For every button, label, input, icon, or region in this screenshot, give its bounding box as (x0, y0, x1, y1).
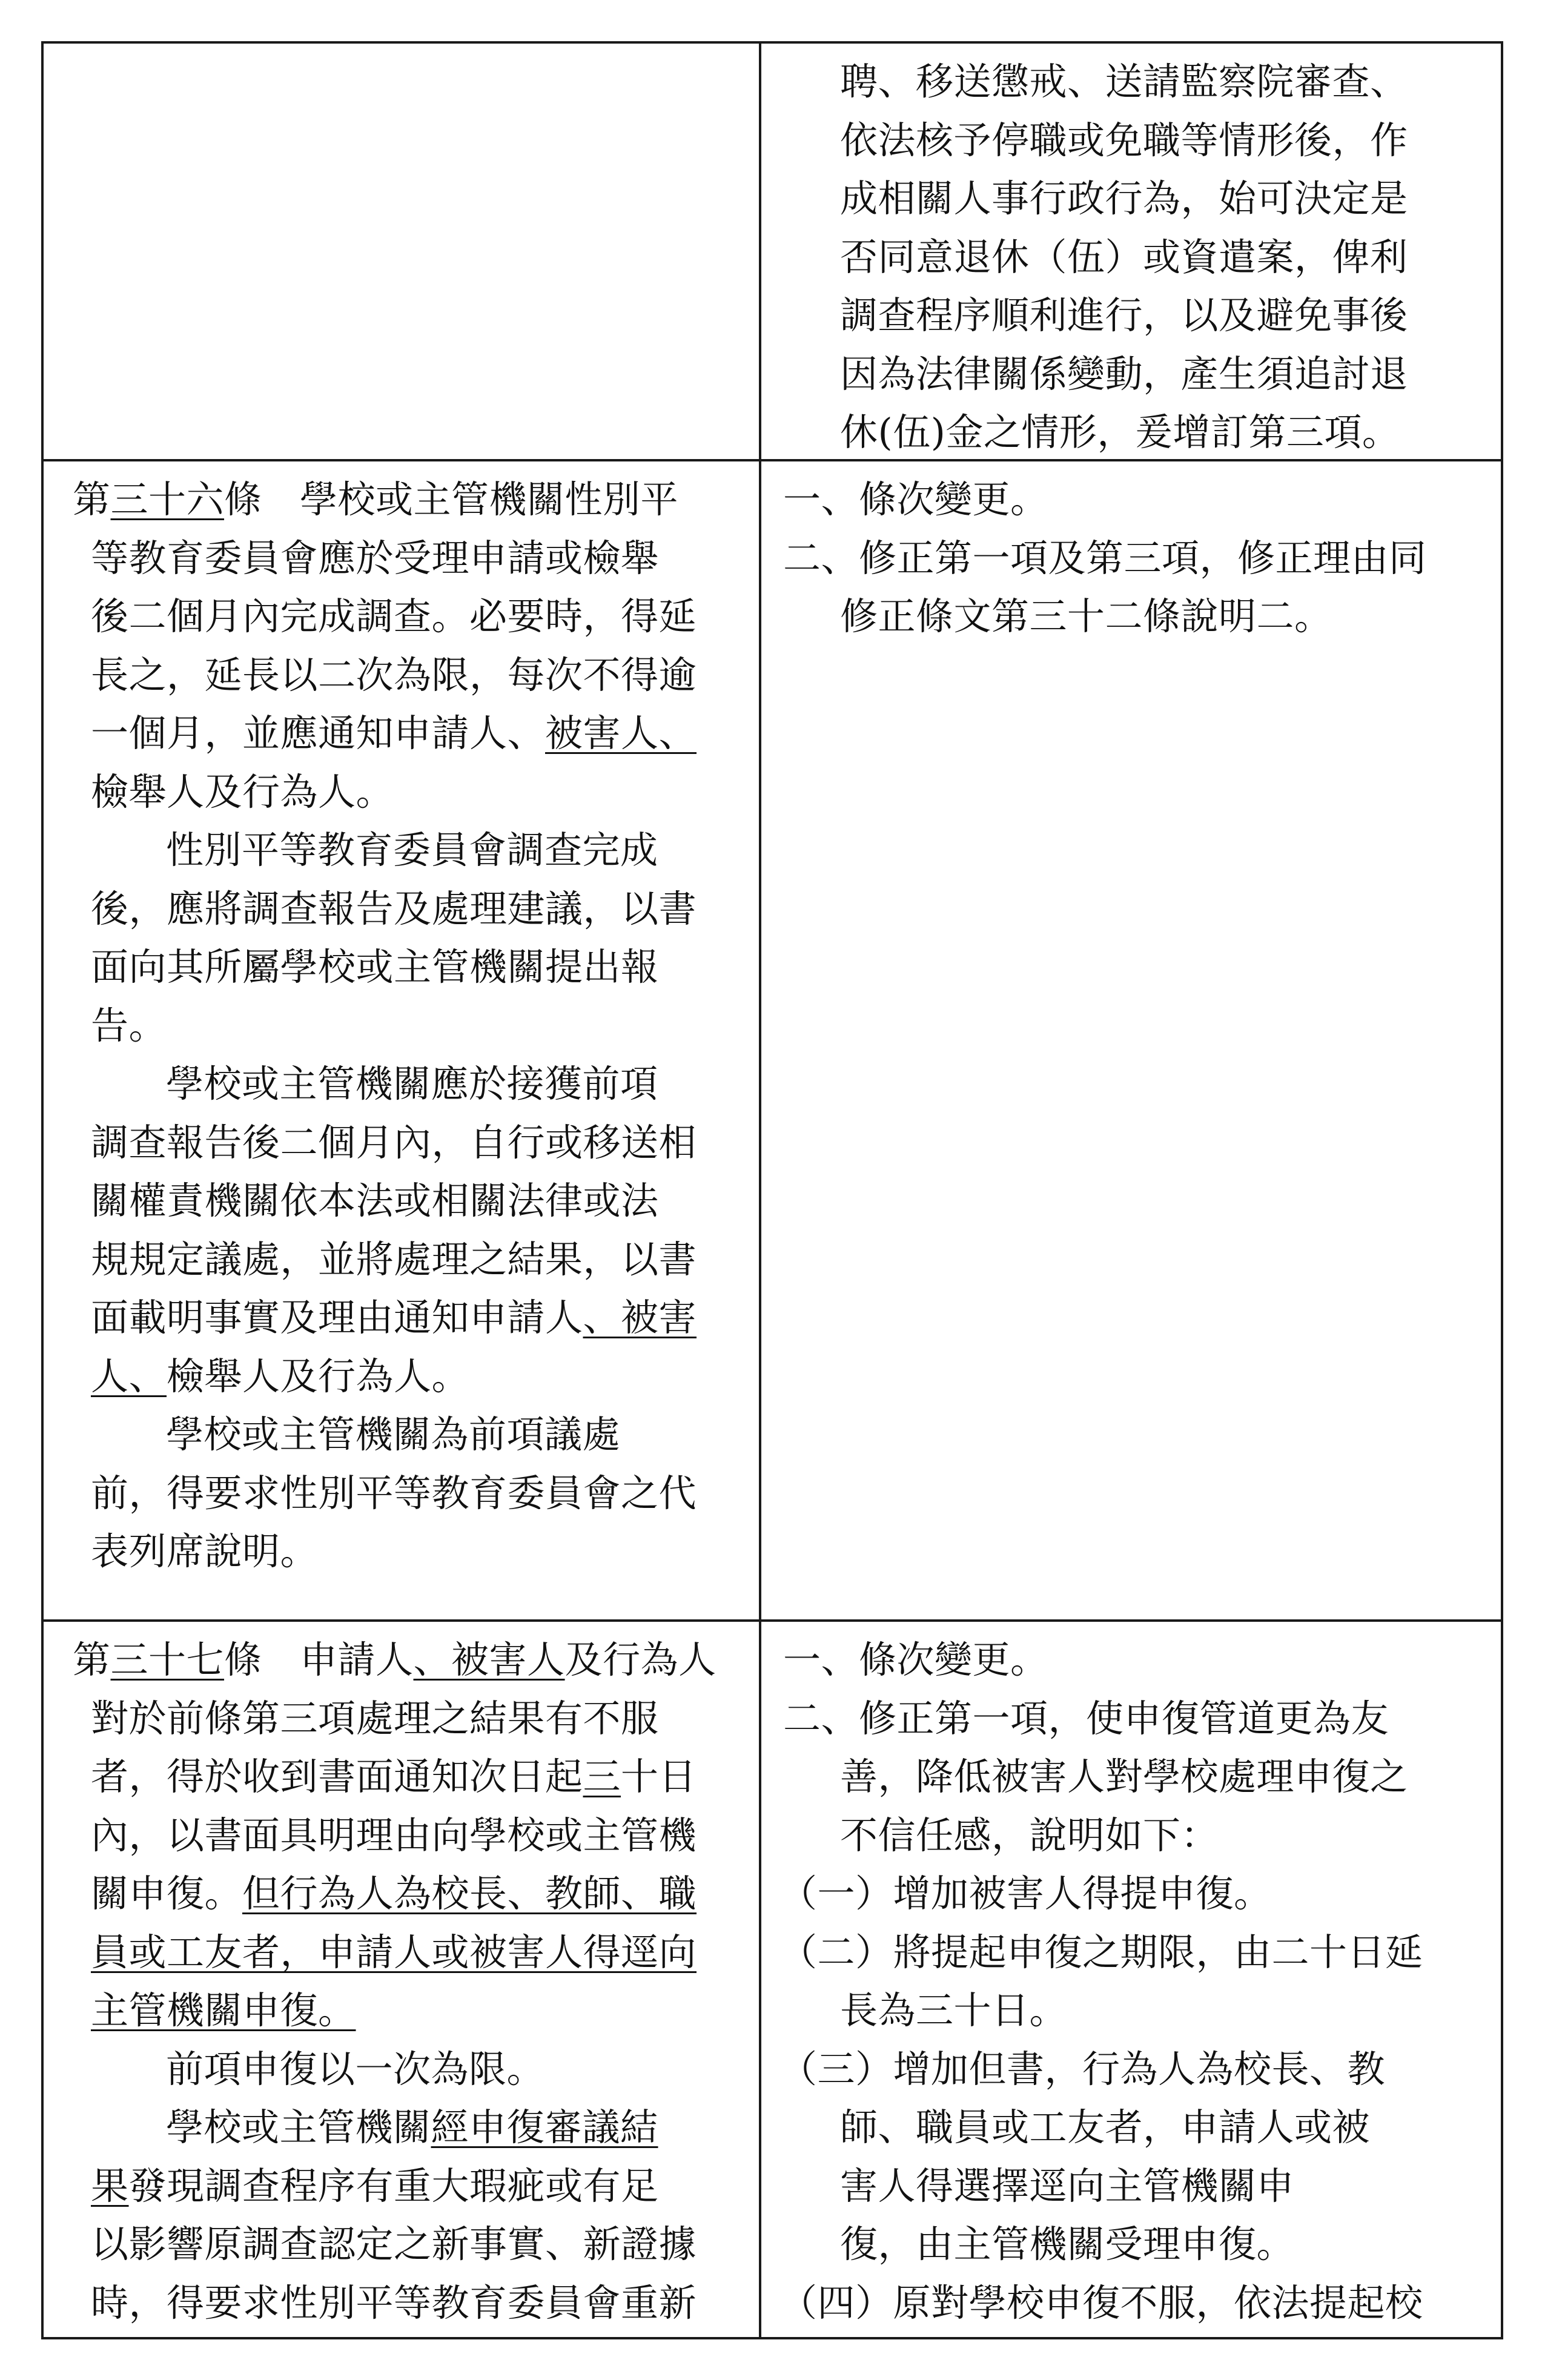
text-line (783, 477, 1048, 521)
document-table (41, 41, 1503, 2339)
text-segment: 面向其所屬學校或主管機關提出報 (91, 945, 659, 989)
text-segment: 者，得於收到書面通知次日起 (91, 1754, 583, 1799)
text-segment: 不信任感，說明如下： (840, 1813, 1219, 1857)
text-segment: 學校或主管機關應於接獲前項 (166, 1062, 658, 1106)
text-line (840, 1813, 1219, 1857)
text-segment: 復，由主管機關受理申復。 (840, 2222, 1295, 2266)
text-line (166, 2105, 658, 2149)
text-segment: 條 學校或主管機關性別平 (224, 477, 679, 521)
text-segment: 否同意退休（伍）或資遣案，俾利 (840, 234, 1408, 279)
text-segment: 關申復。 (91, 1871, 243, 1916)
text-line (91, 1354, 470, 1398)
underlined-text: 、被害 (583, 1295, 697, 1340)
text-line (91, 1754, 697, 1799)
text-segment: 因為法律關係變動，產生須追討退 (840, 351, 1408, 396)
text-line (166, 1062, 658, 1106)
text-segment: 調查程序順利進行，以及避免事後 (840, 293, 1408, 337)
underlined-text: 主管機關申復。 (91, 1988, 356, 2032)
underlined-text: 人、 (91, 1354, 167, 1398)
text-segment: 長之，延長以二次為限，每次不得逾 (91, 652, 697, 697)
text-line (91, 1988, 356, 2032)
text-segment: 檢舉人及行為人。 (91, 769, 394, 814)
text-segment: 師、職員或工友者，申請人或被 (840, 2105, 1371, 2149)
text-line (91, 1295, 697, 1340)
text-line (783, 1638, 1048, 1682)
text-line (91, 1003, 167, 1048)
text-line (91, 1929, 697, 1974)
text-segment: 告。 (91, 1003, 167, 1048)
text-line (783, 1696, 1389, 1740)
text-segment: 一個月，並應通知申請人、 (91, 711, 546, 755)
article-cell (42, 42, 760, 460)
text-segment: 對於前條第三項處理之結果有不服 (91, 1696, 659, 1740)
article-cell (42, 460, 760, 1621)
text-segment: 十日 (621, 1754, 697, 1799)
text-segment: 學校或主管機關 (166, 2105, 431, 2149)
text-line (840, 1754, 1408, 1799)
text-segment: 內，以書面具明理由向學校或主管機 (91, 1813, 697, 1857)
text-segment: 一、條次變更。 (783, 477, 1048, 521)
text-line (779, 2046, 1386, 2091)
text-segment: （四）原對學校申復不服，依法提起校 (779, 2280, 1423, 2325)
text-line (91, 1529, 319, 1573)
text-segment: 二、修正第一項，使申復管道更為友 (783, 1696, 1389, 1740)
text-segment: 及行為人 (564, 1638, 716, 1682)
text-segment: 長為三十日。 (840, 1988, 1068, 2032)
text-segment: 第 (73, 477, 111, 521)
table-row (42, 42, 1502, 460)
text-line (166, 1412, 621, 1456)
text-line (91, 1813, 697, 1857)
underlined-text: 經申復審議結 (431, 2105, 658, 2149)
underlined-text: 、被害人 (413, 1638, 565, 1682)
underlined-text: 但行為人為校長、教師、職 (242, 1871, 697, 1916)
text-line (91, 1470, 697, 1515)
text-line (166, 2046, 545, 2091)
text-line (91, 1237, 697, 1281)
text-line (166, 828, 658, 872)
text-line (840, 1988, 1068, 2032)
text-line (91, 945, 659, 989)
text-line (91, 1178, 659, 1223)
text-segment: 學校或主管機關為前項議處 (166, 1412, 621, 1456)
text-line (840, 2163, 1295, 2208)
text-line (840, 2222, 1295, 2266)
text-line (91, 652, 697, 697)
text-line (91, 2222, 697, 2266)
text-line (840, 594, 1332, 638)
underlined-text: 三 (583, 1754, 621, 1799)
text-segment: 前，得要求性別平等教育委員會之代 (91, 1470, 697, 1515)
text-segment: 關權責機關依本法或相關法律或法 (91, 1178, 659, 1223)
text-line (91, 535, 659, 580)
text-segment: 發現調查程序有重大瑕疵或有足 (128, 2163, 659, 2208)
text-line (840, 351, 1408, 396)
text-segment: 檢舉人及行為人。 (167, 1354, 470, 1398)
text-line (91, 1120, 697, 1165)
text-line (91, 594, 697, 638)
text-segment: 條 申請人 (224, 1638, 414, 1682)
text-segment: 修正條文第三十二條說明二。 (840, 594, 1332, 638)
text-line (779, 1871, 1272, 1916)
text-line (779, 1929, 1423, 1974)
text-segment: 成相關人事行政行為，始可決定是 (840, 176, 1408, 220)
underlined-text: 果 (91, 2163, 129, 2208)
explanation-cell (760, 42, 1502, 460)
text-line (840, 117, 1408, 162)
text-line (91, 1871, 697, 1916)
text-segment: 調查報告後二個月內，自行或移送相 (91, 1120, 697, 1165)
text-line (840, 176, 1408, 220)
text-line (840, 410, 1400, 454)
text-segment: 規規定議處，並將處理之結果，以書 (91, 1237, 697, 1281)
text-segment: 後二個月內完成調查。必要時，得延 (91, 594, 697, 638)
text-segment: 休(伍)金之情形，爰增訂第三項。 (840, 410, 1400, 454)
text-segment: （二）將提起申復之期限，由二十日延 (779, 1929, 1423, 1974)
text-segment: 聘、移送懲戒、送請監察院審查、 (840, 59, 1408, 104)
text-line (91, 2163, 659, 2208)
article-cell (42, 1621, 760, 2338)
text-segment: 二、修正第一項及第三項，修正理由同 (783, 535, 1427, 580)
text-line (91, 1696, 659, 1740)
underlined-text: 員或工友者，申請人或被害人得逕向 (91, 1929, 697, 1974)
explanation-cell (760, 1621, 1502, 2338)
table-row (42, 1621, 1502, 2338)
text-segment: 依法核予停職或免職等情形後，作 (840, 117, 1408, 162)
text-segment: 表列席說明。 (91, 1529, 319, 1573)
text-line (91, 2280, 697, 2325)
text-line (73, 477, 679, 521)
table-row (42, 460, 1502, 1621)
text-segment: 第 (73, 1638, 111, 1682)
underlined-text: 三十七 (110, 1638, 225, 1682)
underlined-text: 三十六 (110, 477, 225, 521)
text-line (783, 535, 1427, 580)
explanation-cell (760, 460, 1502, 1621)
text-line (91, 769, 394, 814)
underlined-text: 被害人、 (545, 711, 697, 755)
text-segment: （一）增加被害人得提申復。 (779, 1871, 1272, 1916)
text-line (840, 2105, 1371, 2149)
text-segment: 以影響原調查認定之新事實、新證據 (91, 2222, 697, 2266)
text-segment: 害人得選擇逕向主管機關申 (840, 2163, 1295, 2208)
text-segment: 等教育委員會應於受理申請或檢舉 (91, 535, 659, 580)
text-line (840, 234, 1408, 279)
text-line (779, 2280, 1423, 2325)
text-segment: 一、條次變更。 (783, 1638, 1048, 1682)
text-segment: （三）增加但書，行為人為校長、教 (779, 2046, 1386, 2091)
text-line (91, 711, 697, 755)
text-segment: 時，得要求性別平等教育委員會重新 (91, 2280, 697, 2325)
text-segment: 善，降低被害人對學校處理申復之 (840, 1754, 1408, 1799)
text-line (840, 59, 1408, 104)
text-segment: 前項申復以一次為限。 (166, 2046, 545, 2091)
text-line (73, 1638, 716, 1682)
text-line (91, 886, 697, 931)
text-segment: 後，應將調查報告及處理建議，以書 (91, 886, 697, 931)
text-segment: 面載明事實及理由通知申請人 (91, 1295, 583, 1340)
text-segment: 性別平等教育委員會調查完成 (166, 828, 658, 872)
text-line (840, 293, 1408, 337)
